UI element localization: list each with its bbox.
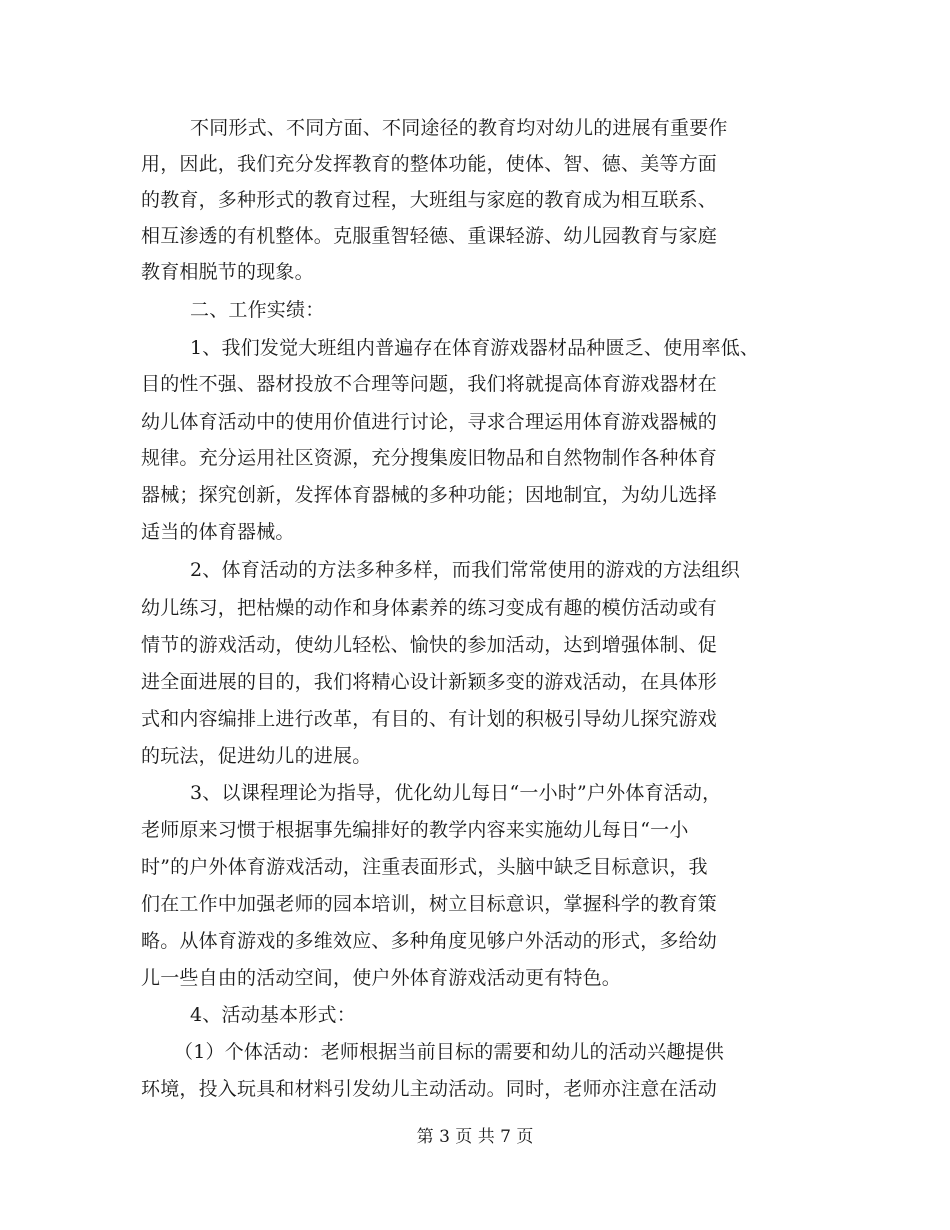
text-line: 2、体育活动的方法多种多样，而我们常常使用的游戏的方法组织 [190,559,740,581]
text-line: 儿一些自由的活动空间，使户外体育游戏活动更有特色。 [141,967,622,989]
text-line: 的玩法，促进幼儿的进展。 [141,745,372,767]
text-line: 用，因此，我们充分发挥教育的整体功能，使体、智、德、美等方面 [141,153,718,175]
text-line: 教育相脱节的现象。 [141,261,314,283]
text-line: 老师原来习惯于根据事先编排好的教学内容来实施幼儿每日“一小 [141,819,689,841]
text-line: 器械；探究创新，发挥体育器械的多种功能；因地制宜，为幼儿选择 [141,484,718,506]
text-line: 目的性不强、器材投放不合理等问题，我们将就提高体育游戏器材在 [141,373,718,395]
text-line: 规律。充分运用社区资源，充分搜集废旧物品和自然物制作各种体育 [141,447,718,469]
text-line: 情节的游戏活动，使幼儿轻松、愉快的参加活动，达到增强体制、促 [141,634,718,656]
text-line: 4、活动基本形式： [190,1004,356,1026]
text-line: 相互渗透的有机整体。克服重智轻德、重课轻游、幼儿园教育与家庭 [141,225,718,247]
text-line: 们在工作中加强老师的园本培训，树立目标意识，掌握科学的教育策 [141,893,718,915]
text-line: 进全面进展的目的，我们将精心设计新颖多变的游戏活动，在具体形 [141,671,718,693]
text-line: 式和内容编排上进行改革，有目的、有计划的积极引导幼儿探究游戏 [141,708,718,730]
page-number: 第 3 页 共 7 页 [416,1127,534,1147]
text-line: 幼儿练习，把枯燥的动作和身体素养的练习变成有趣的模仿活动或有 [141,597,718,619]
text-line: 适当的体育器械。 [141,521,295,543]
text-line: 1、我们发觉大班组内普遍存在体育游戏器材品种匮乏、使用率低、 [190,337,760,359]
text-line: 幼儿体育活动中的使用价值进行讨论，寻求合理运用体育游戏器械的 [141,411,718,433]
text-line: 3、以课程理论为指导，优化幼儿每日“一小时”户外体育活动， [190,782,722,804]
text-line: （1）个体活动：老师根据当前目标的需要和幼儿的活动兴趣提供 [174,1041,724,1063]
section-heading: 二、工作实绩： [190,299,325,321]
text-line: 略。从体育游戏的多维效应、多种角度见够户外活动的形式，多给幼 [141,930,718,952]
text-line: 环境，投入玩具和材料引发幼儿主动活动。同时，老师亦注意在活动 [141,1078,718,1100]
text-line: 时”的户外体育游戏活动，注重表面形式，头脑中缺乏目标意识，我 [141,856,708,878]
text-line: 不同形式、不同方面、不同途径的教育均对幼儿的进展有重要作 [190,117,728,139]
text-line: 的教育，多种形式的教育过程，大班组与家庭的教育成为相互联系、 [141,189,718,211]
